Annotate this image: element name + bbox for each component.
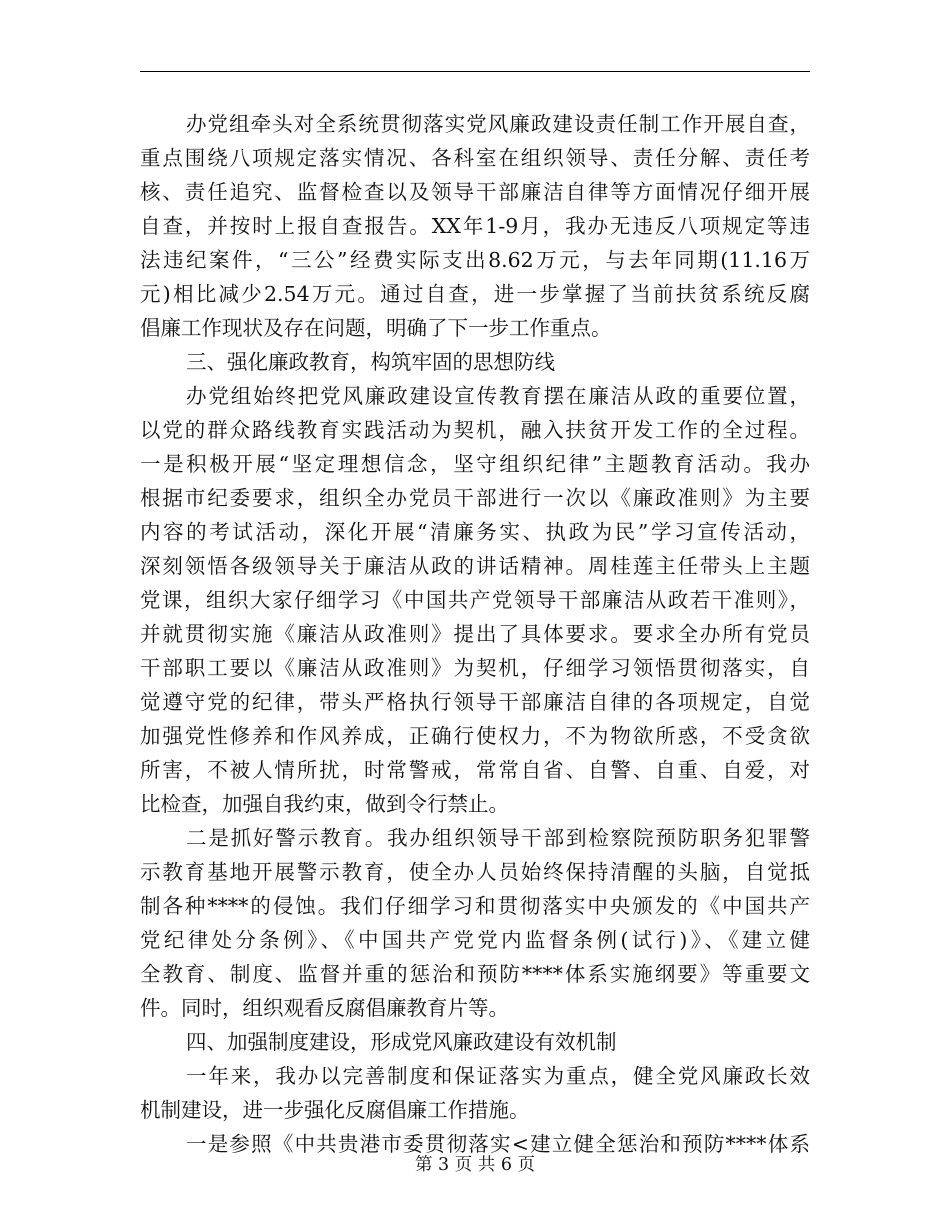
text-line: 三、强化廉政教育，构筑牢固的思想防线 [186, 350, 555, 374]
text-line: 示教育基地开展警示教育，使全办人员始终保持清醒的头脑，自觉抵 [140, 860, 810, 884]
text-line: 加强党性修养和作风养成，正确行使权力，不为物欲所惑，不受贪欲 [140, 724, 810, 748]
text-line: 重点围绕八项规定落实情况、各科室在组织领导、责任分解、责任考 [140, 146, 810, 170]
text-line: 根据市纪委要求，组织全办党员干部进行一次以《廉政准则》为主要 [140, 486, 810, 510]
text-line: 核、责任追究、监督检查以及领导干部廉洁自律等方面情况仔细开展 [140, 180, 810, 204]
text-line: 元)相比减少2.54万元。通过自查，进一步掌握了当前扶贫系统反腐 [140, 282, 810, 306]
text-line: 以党的群众路线教育实践活动为契机，融入扶贫开发工作的全过程。 [140, 418, 810, 442]
text-line: 党纪律处分条例》、《中国共产党党内监督条例(试行)》、《建立健 [140, 928, 810, 952]
text-line: 一是参照《中共贵港市委贯彻落实<建立健全惩治和预防****体系 [186, 1132, 810, 1156]
text-line: 一年来，我办以完善制度和保证落实为重点，健全党风廉政长效 [186, 1064, 810, 1088]
text-line: 自查，并按时上报自查报告。XX年1-9月，我办无违反八项规定等违 [140, 214, 810, 238]
text-line: 法违纪案件，“三公”经费实际支出8.62万元，与去年同期(11.16万 [140, 248, 810, 272]
text-line: 件。同时，组织观看反腐倡廉教育片等。 [140, 996, 509, 1020]
text-line: 干部职工要以《廉洁从政准则》为契机，仔细学习领悟贯彻落实，自 [140, 656, 810, 680]
text-line: 机制建设，进一步强化反腐倡廉工作措施。 [140, 1098, 530, 1122]
text-line: 全教育、制度、监督并重的惩治和预防****体系实施纲要》等重要文 [140, 962, 810, 986]
text-line: 党课，组织大家仔细学习《中国共产党领导干部廉洁从政若干准则》， [140, 588, 810, 612]
text-line: 办党组始终把党风廉政建设宣传教育摆在廉洁从政的重要位置， [186, 384, 810, 408]
text-line: 办党组牵头对全系统贯彻落实党风廉政建设责任制工作开展自查， [186, 112, 810, 136]
text-line: 觉遵守党的纪律，带头严格执行领导干部廉洁自律的各项规定，自觉 [140, 690, 810, 714]
text-line: 一是积极开展“坚定理想信念，坚守组织纪律”主题教育活动。我办 [140, 452, 810, 476]
text-line: 二是抓好警示教育。我办组织领导干部到检察院预防职务犯罪警 [186, 826, 810, 850]
text-line: 深刻领悟各级领导关于廉洁从政的讲话精神。周桂莲主任带头上主题 [140, 554, 810, 578]
text-line: 内容的考试活动，深化开展“清廉务实、执政为民”学习宣传活动， [140, 520, 810, 544]
text-line: 制各种****的侵蚀。我们仔细学习和贯彻落实中央颁发的《中国共产 [140, 894, 810, 918]
text-line: 比检查，加强自我约束，做到令行禁止。 [140, 792, 509, 816]
page-footer: 第 3 页 共 6 页 [414, 1155, 536, 1175]
text-line: 四、加强制度建设，形成党风廉政建设有效机制 [186, 1030, 617, 1054]
text-line: 倡廉工作现状及存在问题，明确了下一步工作重点。 [140, 316, 612, 340]
text-line: 并就贯彻实施《廉洁从政准则》提出了具体要求。要求全办所有党员 [140, 622, 810, 646]
text-line: 所害，不被人情所扰，时常警戒，常常自省、自警、自重、自爱，对 [140, 758, 810, 782]
document-body [140, 107, 810, 1161]
header-rule [140, 71, 810, 72]
